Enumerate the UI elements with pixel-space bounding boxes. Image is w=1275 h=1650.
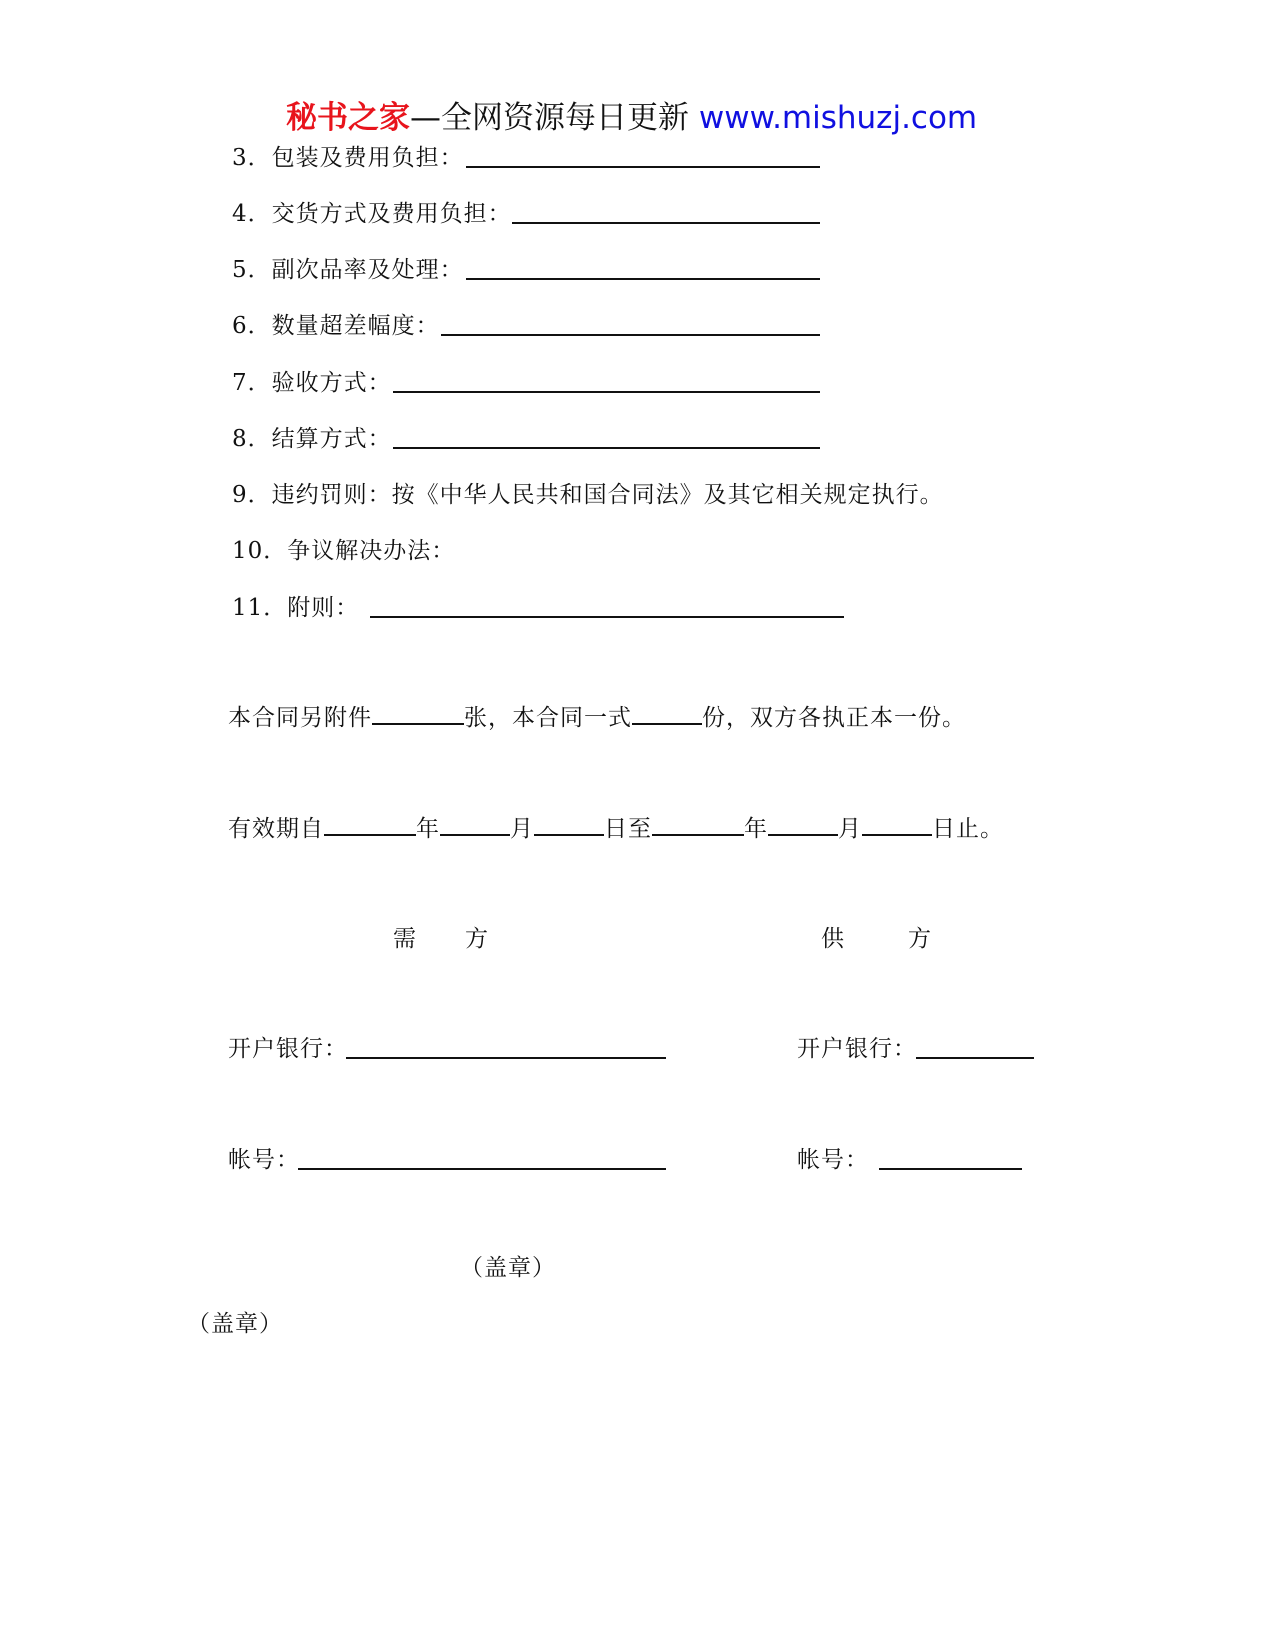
clause-label: 包装及费用负担： bbox=[271, 145, 464, 171]
attachments-text-2: 张，本合同一式 bbox=[464, 705, 632, 731]
validity-month-2: 月 bbox=[838, 816, 862, 842]
attachment-count-blank[interactable] bbox=[372, 703, 464, 725]
seller-account-label: 帐号： bbox=[797, 1147, 869, 1173]
clause-label: 违约罚则：按《中华人民共和国合同法》及其它相关规定执行。 bbox=[271, 482, 944, 508]
seller-account-blank[interactable] bbox=[879, 1148, 1022, 1170]
attachments-text-1: 本合同另附件 bbox=[228, 705, 372, 731]
banner-slogan: —全网资源每日更新 bbox=[410, 100, 689, 136]
clause-number: 4． bbox=[232, 201, 272, 227]
end-month-blank[interactable] bbox=[768, 814, 838, 836]
attachments-line bbox=[228, 703, 966, 733]
start-day-blank[interactable] bbox=[534, 814, 604, 836]
end-day-blank[interactable] bbox=[862, 814, 932, 836]
seller-heading: 供 方 bbox=[821, 926, 937, 952]
validity-end: 日止。 bbox=[932, 816, 1004, 842]
clause-7 bbox=[232, 368, 392, 398]
seller-bank-blank[interactable] bbox=[916, 1037, 1034, 1059]
clause-10 bbox=[232, 536, 455, 566]
clause-number: 8． bbox=[232, 426, 272, 452]
clause-11 bbox=[232, 593, 359, 623]
clause-4 bbox=[232, 199, 512, 229]
clause-3 bbox=[232, 143, 464, 173]
clause-5 bbox=[232, 255, 464, 285]
validity-line bbox=[228, 814, 1004, 844]
attachments-text-3: 份，双方各执正本一份。 bbox=[702, 705, 966, 731]
buyer-bank-blank[interactable] bbox=[346, 1037, 666, 1059]
clause-3-blank[interactable] bbox=[466, 146, 820, 168]
clause-label: 验收方式： bbox=[271, 370, 392, 396]
validity-start: 有效期自 bbox=[228, 816, 324, 842]
clause-label: 交货方式及费用负担： bbox=[271, 201, 512, 227]
end-year-blank[interactable] bbox=[652, 814, 744, 836]
clause-number: 10． bbox=[232, 538, 288, 564]
clause-5-blank[interactable] bbox=[466, 258, 820, 280]
seller-bank-label: 开户银行： bbox=[797, 1036, 917, 1062]
buyer-account-label: 帐号： bbox=[228, 1147, 300, 1173]
start-year-blank[interactable] bbox=[324, 814, 416, 836]
clause-label: 数量超差幅度： bbox=[271, 313, 440, 339]
banner-brand: 秘书之家 bbox=[286, 100, 410, 136]
clause-7-blank[interactable] bbox=[393, 371, 820, 393]
clause-number: 3． bbox=[232, 145, 272, 171]
clause-number: 7． bbox=[232, 370, 272, 396]
start-month-blank[interactable] bbox=[440, 814, 510, 836]
clause-8-blank[interactable] bbox=[393, 427, 820, 449]
clause-number: 5． bbox=[232, 257, 272, 283]
clause-number: 9． bbox=[232, 482, 272, 508]
clause-number: 11． bbox=[232, 595, 288, 621]
clause-label: 附则： bbox=[287, 595, 360, 621]
buyer-account-blank[interactable] bbox=[298, 1148, 666, 1170]
clause-label: 争议解决办法： bbox=[287, 538, 456, 564]
seller-seal-label: （盖章） bbox=[460, 1255, 556, 1281]
clause-number: 6． bbox=[232, 313, 272, 339]
clause-label: 结算方式： bbox=[271, 426, 392, 452]
site-banner bbox=[286, 98, 977, 138]
clause-6-blank[interactable] bbox=[441, 314, 820, 336]
clause-9 bbox=[232, 480, 944, 510]
clause-label: 副次品率及处理： bbox=[271, 257, 464, 283]
buyer-heading: 需 方 bbox=[393, 926, 489, 952]
clause-6 bbox=[232, 311, 440, 341]
validity-year-2: 年 bbox=[744, 816, 768, 842]
clause-4-blank[interactable] bbox=[512, 202, 820, 224]
banner-url-link[interactable]: www.mishuzj.com bbox=[698, 100, 978, 136]
validity-year: 年 bbox=[416, 816, 440, 842]
buyer-bank-label: 开户银行： bbox=[228, 1036, 348, 1062]
validity-month: 月 bbox=[510, 816, 534, 842]
clause-8 bbox=[232, 424, 392, 454]
clause-11-blank[interactable] bbox=[370, 596, 844, 618]
copies-count-blank[interactable] bbox=[632, 703, 702, 725]
buyer-seal-label: （盖章） bbox=[187, 1311, 283, 1337]
validity-day-to: 日至 bbox=[604, 816, 652, 842]
